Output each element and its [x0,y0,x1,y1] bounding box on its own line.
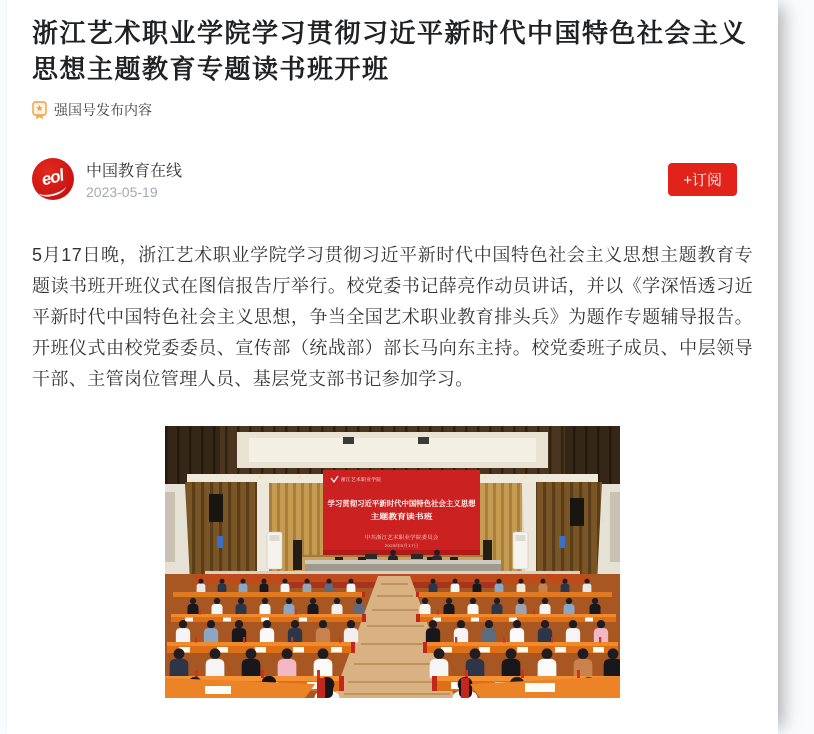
page-title: 浙江艺术职业学院学习贯彻习近平新时代中国特色社会主义思想主题教育专题读书班开班 [32,18,748,84]
screen-title-line1: 学习贯彻习近平新时代中国特色社会主义思想 [327,499,480,508]
publisher-avatar[interactable] [32,158,74,200]
publisher-logo-text: eol [39,165,66,190]
badge-label: 强国号发布内容 [54,102,152,118]
screen-org-text: 中共浙江艺术职业学院委员会 [364,535,430,541]
subscribe-button[interactable]: +订阅 [668,163,737,196]
publish-date: 2023-05-19 [86,184,158,200]
bookmark-star-icon [32,101,47,120]
screen-date-text: 2023年5月17日 [384,543,413,548]
screen-title-line2: 主题教育读书班 [370,512,424,521]
publisher-meta [86,158,182,200]
article-body: 5月17日晚，浙江艺术职业学院学习贯彻习近平新时代中国特色社会主义思想主题教育专题读书班开班仪式在图信报告厅举行。校党委书记薛亮作动员讲话，并以《学深悟透习近平新时代中国特色社会主义思想，争当全国艺术职业教育排头兵》为题作专题辅导报告。开班仪式由校党委委员、宣传部（统战部）部长马向东主持。校党委班子成员、中层领导干部、主管岗位管理人员、基层党支部书记参加学习。 [32,245,753,389]
publisher-name[interactable]: 中国教育在线 [86,163,183,180]
publisher-row [32,158,753,200]
conference-hall-scene [165,426,620,698]
article-photo[interactable] [165,426,620,698]
ac-unit-left [267,532,282,569]
ac-unit-right [513,532,528,569]
source-badge [32,100,753,120]
article-card [7,0,778,734]
screen-logo-text: 浙江艺术职业学院 [341,477,381,482]
